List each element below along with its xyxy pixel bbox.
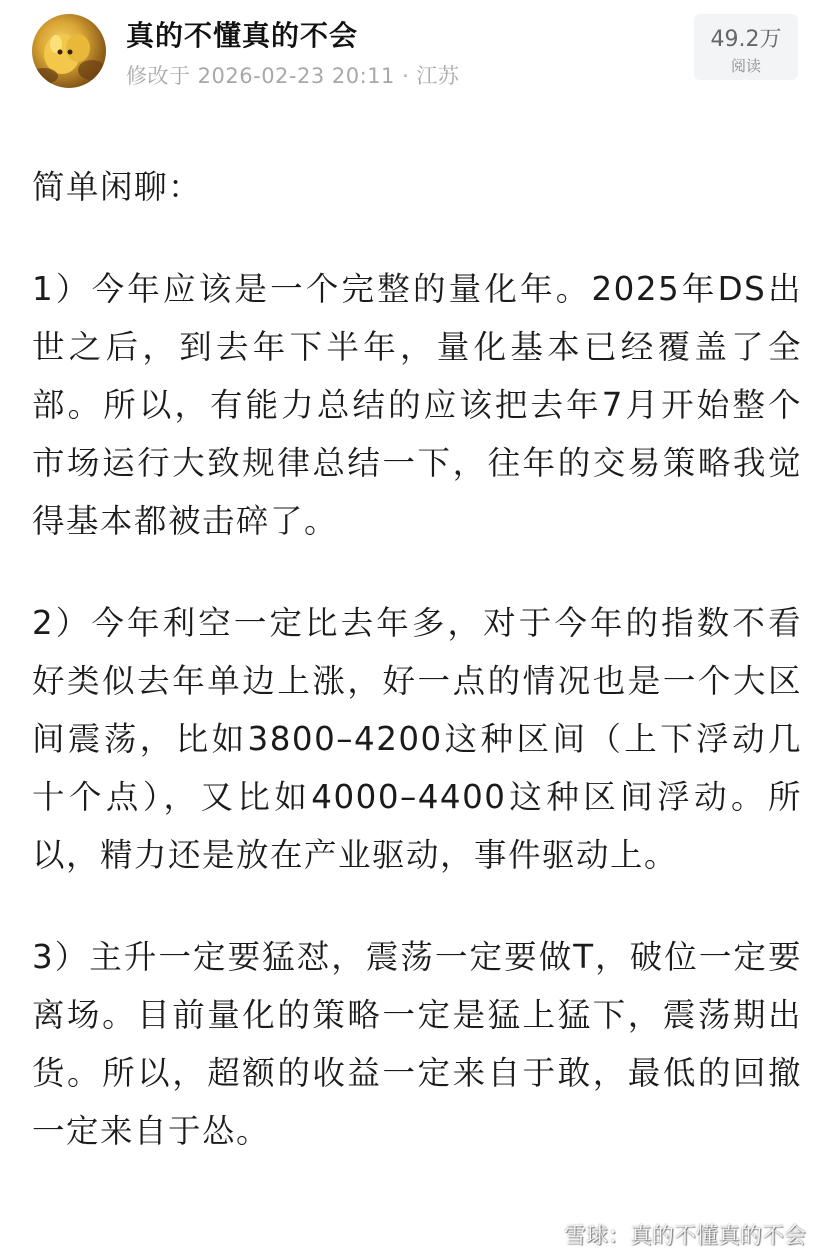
avatar-image-icon bbox=[32, 14, 106, 88]
post-paragraph-3: 3）主升一定要猛怼，震荡一定要做T，破位一定要离场。目前量化的策略一定是猛上猛下，震荡期出货。所以，超额的收益一定来自于敢，最低的回撤一定来自于怂。 bbox=[32, 938, 802, 1150]
author-avatar[interactable] bbox=[32, 14, 106, 88]
watermark bbox=[536, 1219, 806, 1250]
post-paragraph-1: 1）今年应该是一个完整的量化年。2025年DS出世之后，到去年下半年，量化基本已经覆盖了全部。所以，有能力总结的应该把去年7月开始整个市场运行大致规律总结一下，往年的交易策略我觉得基本都被击碎了。 bbox=[32, 270, 802, 540]
post-header bbox=[0, 0, 828, 100]
post-paragraph-2: 2）今年利空一定比去年多，对于今年的指数不看好类似去年单边上涨，好一点的情况也是一个大区间震荡，比如3800–4200这种区间（上下浮动几十个点），又比如4000–4400这种区间浮动。所以，精力还是放在产业驱动，事件驱动上。 bbox=[32, 604, 802, 874]
read-count: 49.2万 bbox=[710, 27, 782, 52]
post-body bbox=[32, 158, 802, 1160]
author-name[interactable]: 真的不懂真的不会 bbox=[126, 19, 359, 52]
watermark-text: 雪球：真的不懂真的不会 bbox=[563, 1224, 806, 1249]
read-label: 阅读 bbox=[730, 57, 761, 75]
read-count-badge bbox=[694, 14, 798, 80]
post-meta: 修改于 2026-02-23 20:11 · 江苏 bbox=[126, 64, 460, 88]
snowball-logo-icon bbox=[536, 1223, 560, 1247]
post-intro: 简单闲聊： bbox=[32, 168, 203, 206]
